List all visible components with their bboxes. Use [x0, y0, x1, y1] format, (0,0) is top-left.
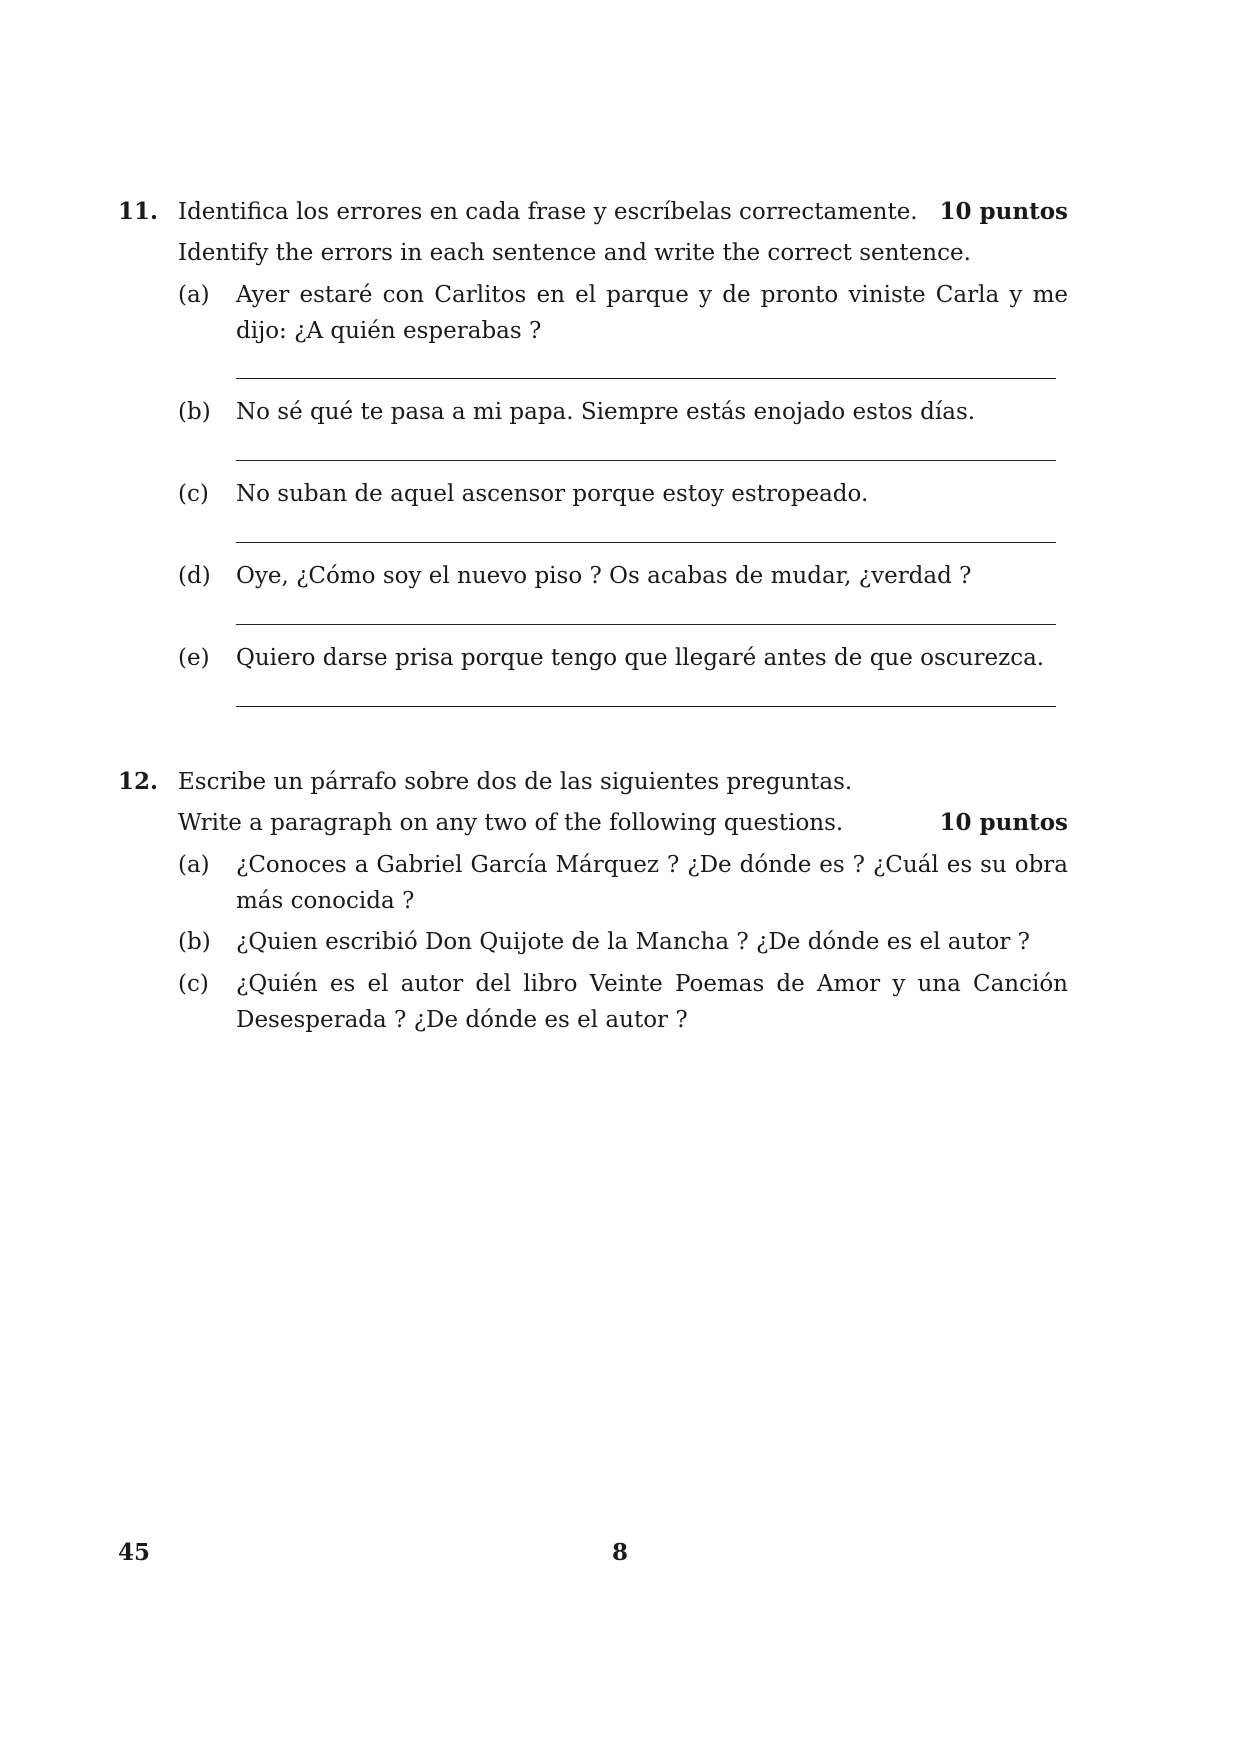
- q11-item-c-text: No suban de aquel ascensor porque estoy estropeado.: [236, 481, 869, 507]
- q11-item-d-answer-line[interactable]: [236, 624, 1056, 625]
- question-12-instruction-es: Escribe un párrafo sobre dos de las siguientes preguntas.: [178, 769, 853, 795]
- footer-paper-code: 45: [118, 1539, 151, 1566]
- q12-item-a-label: (a): [178, 852, 210, 878]
- question-12-number: 12.: [118, 768, 159, 795]
- q11-item-e-text: Quiero darse prisa porque tengo que llegaré antes de que oscurezca.: [236, 645, 1045, 671]
- q11-item-a-answer-line[interactable]: [236, 378, 1056, 379]
- q11-item-a-text: Ayer estaré con Carlitos en el parque y de pronto viniste Carla y me dijo: ¿A quién esperabas ?: [236, 282, 1068, 344]
- q11-item-e-label: (e): [178, 645, 210, 671]
- question-12-marks: 10 puntos: [939, 809, 1068, 836]
- q11-item-c-answer-line[interactable]: [236, 542, 1056, 543]
- q11-item-b-text: No sé qué te pasa a mi papa. Siempre estás enojado estos días.: [236, 399, 976, 425]
- question-11-number: 11.: [118, 198, 159, 225]
- q12-item-a-text: ¿Conoces a Gabriel García Márquez ? ¿De dónde es ? ¿Cuál es su obra más conocida ?: [236, 852, 1068, 914]
- q11-item-d-text: Oye, ¿Cómo soy el nuevo piso ? Os acabas de mudar, ¿verdad ?: [236, 563, 972, 589]
- question-12-instruction-en: Write a paragraph on any two of the following questions.: [178, 810, 844, 836]
- footer-page-number: 8: [612, 1539, 629, 1566]
- q12-item-c-label: (c): [178, 971, 209, 997]
- q11-item-e-answer-line[interactable]: [236, 706, 1056, 707]
- q12-item-c-text: ¿Quién es el autor del libro Veinte Poemas de Amor y una Canción Desesperada ? ¿De dónde es el autor ?: [236, 971, 1068, 1033]
- q11-item-d-label: (d): [178, 563, 211, 589]
- question-11-marks: 10 puntos: [939, 198, 1068, 225]
- q11-item-b-label: (b): [178, 399, 211, 425]
- q11-item-b-answer-line[interactable]: [236, 460, 1056, 461]
- q11-item-c-label: (c): [178, 481, 209, 507]
- q12-item-b-label: (b): [178, 929, 211, 955]
- question-11-instruction-en: Identify the errors in each sentence and write the correct sentence.: [178, 240, 971, 266]
- q11-item-a-label: (a): [178, 282, 210, 308]
- question-11-instruction-es: Identifica los errores en cada frase y escríbelas correctamente.: [178, 199, 918, 225]
- q12-item-b-text: ¿Quien escribió Don Quijote de la Mancha ? ¿De dónde es el autor ?: [236, 929, 1030, 955]
